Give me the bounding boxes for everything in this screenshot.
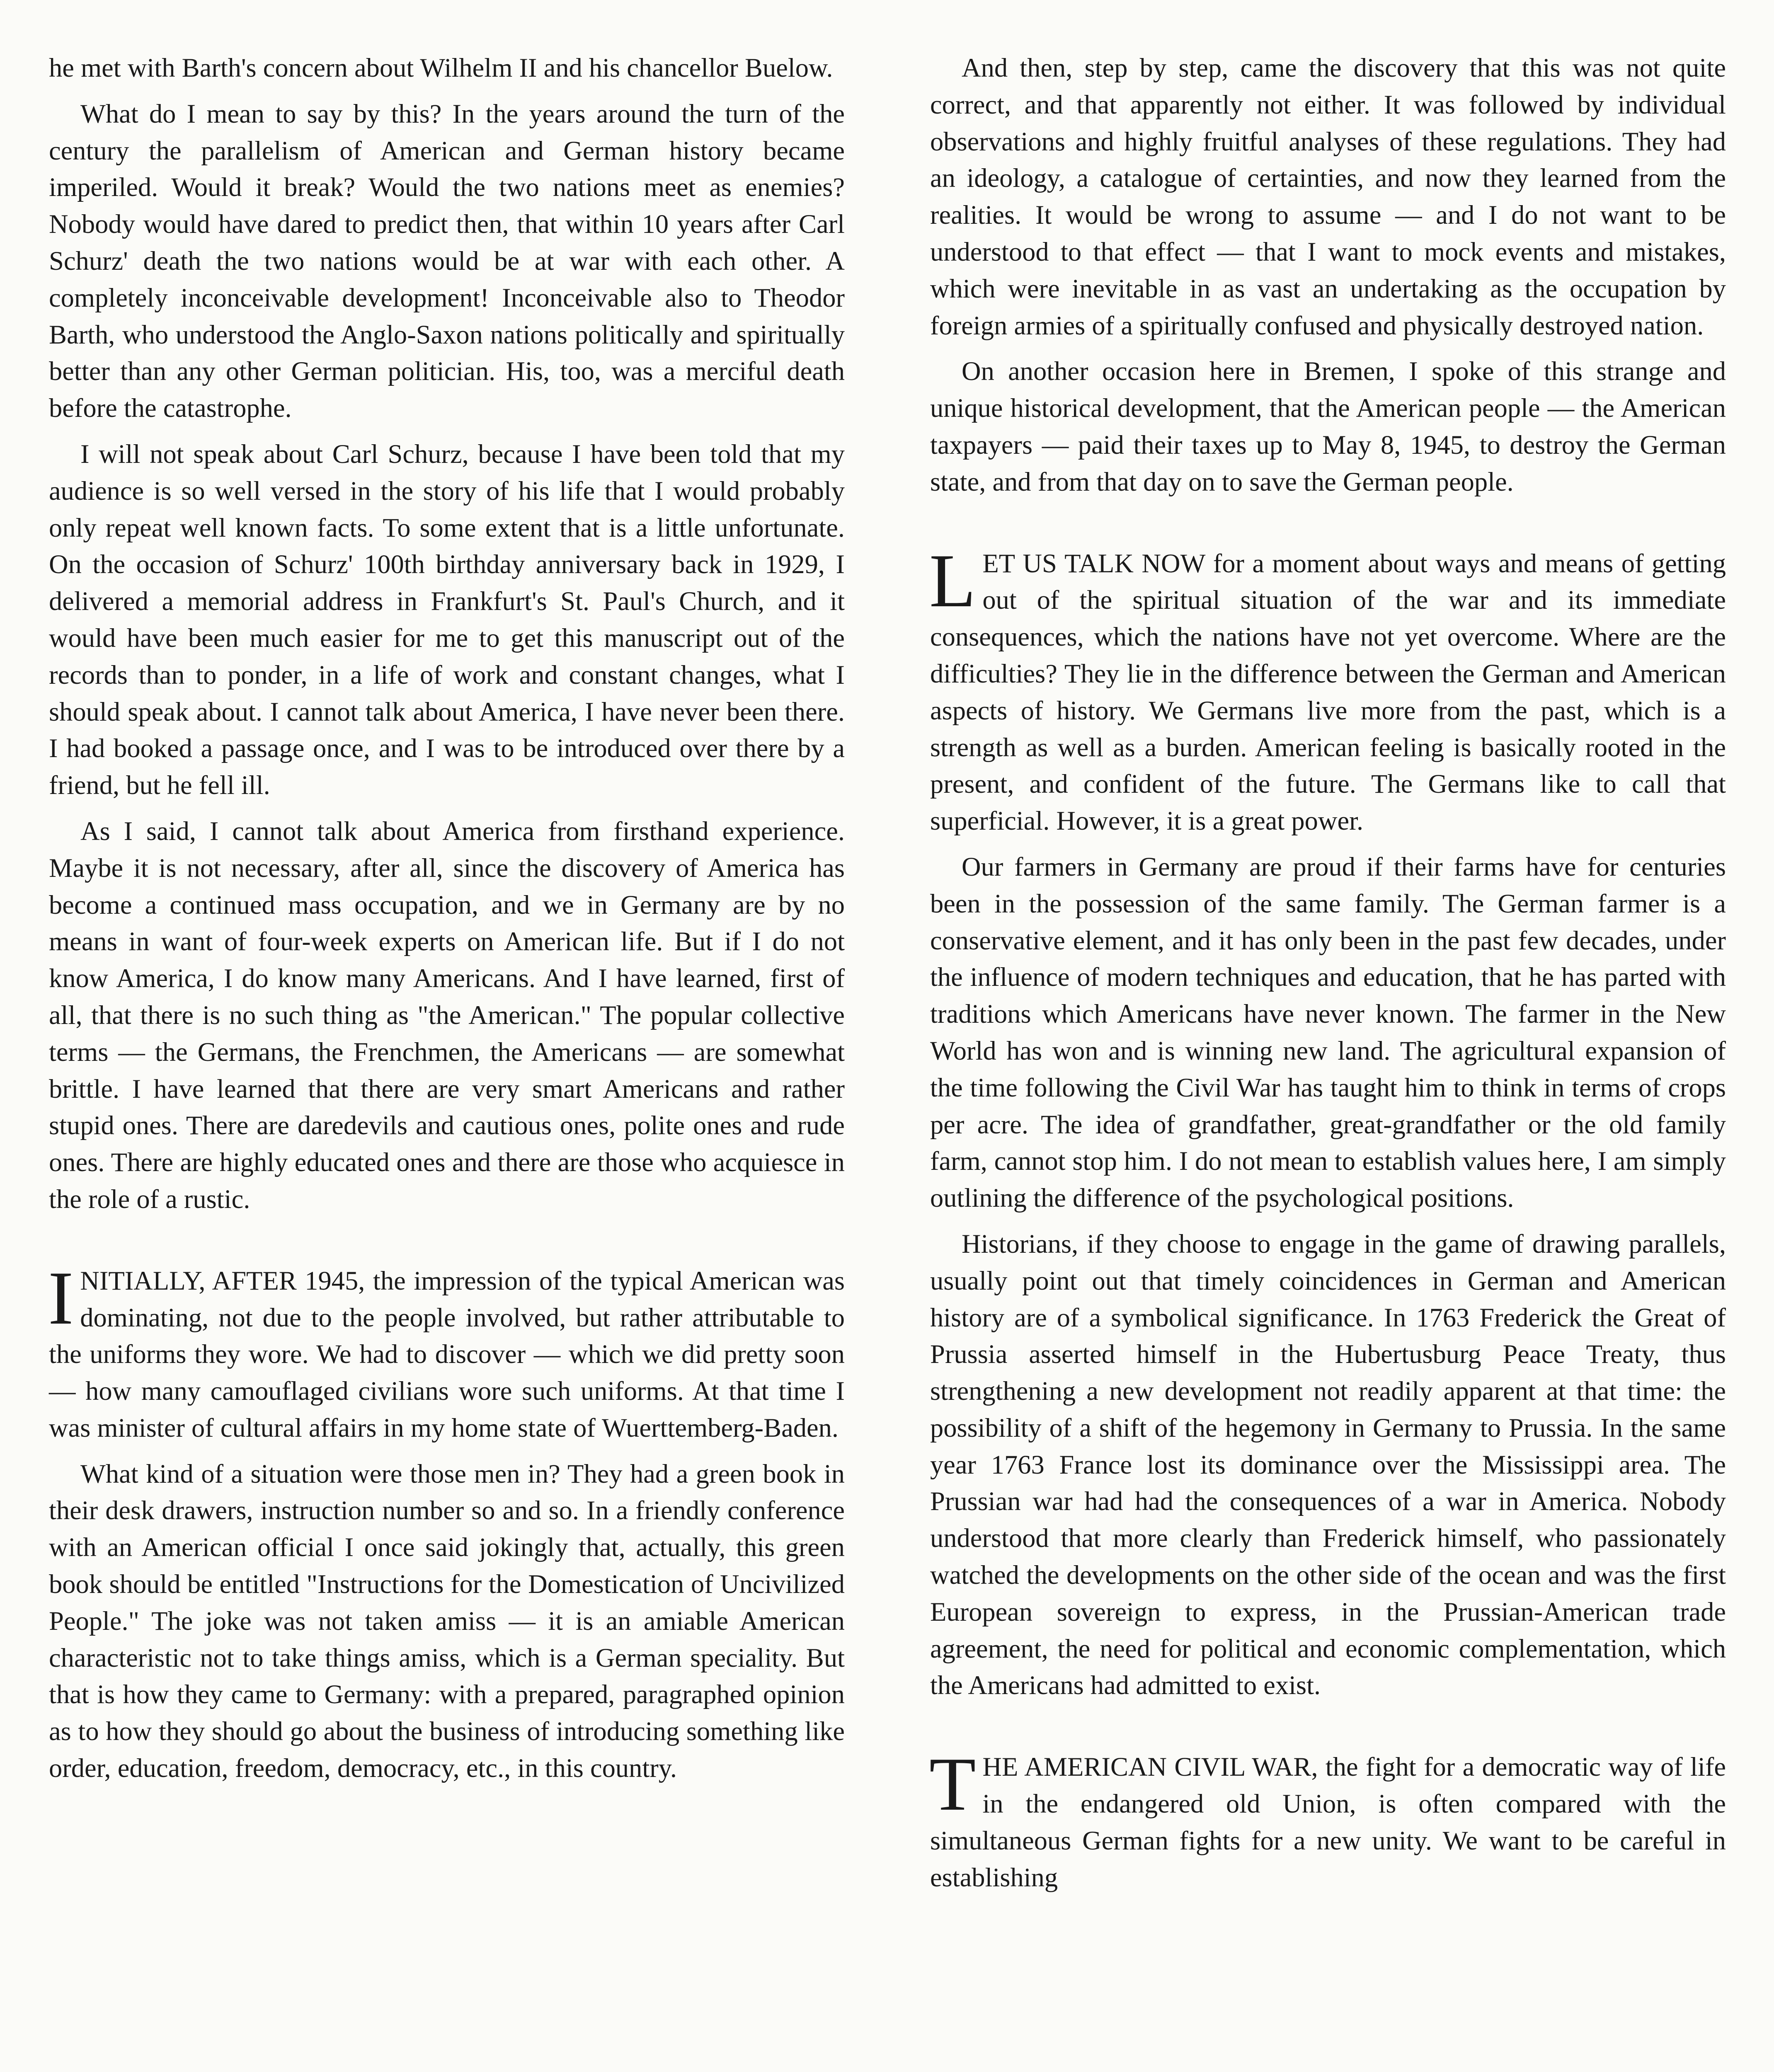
- paragraph: What do I mean to say by this? In the years around the turn of the century the parallelism of American and German history became imperiled. Would it break? Would the two nations meet as enemies? Nobody would have dared to predict then, that within 10 years after Carl Schurz' death the two nations would be at war with each other. A completely inconceivable development! Inconceivable also to Theodor Barth, who understood the Anglo-Saxon nations politically and spiritually better than any other German politician. His, too, was a merciful death before the catastrophe.: [49, 99, 845, 423]
- paragraph: On another occasion here in Bremen, I spoke of this strange and unique historical development, that the American people — the American taxpayers — paid their taxes up to May 8, 1945, to destroy the German state, and from that day on to save the German people.: [930, 356, 1726, 496]
- drop-cap: I: [48, 1255, 74, 1340]
- paragraph: What kind of a situation were those men in? They had a green book in their desk drawers, instruction number so and so. In a friendly conference with an American official I once said jokingly that, actually, this green book should be entitled "Instructions for the Domestication of Uncivilized People." The joke was not taken amiss — it is an amiable American characteristic not to take things amiss, which is a German speciality. But that is how they came to Germany: with a prepared, paragraphed opinion as to how they should go about the business of introducing something like order, education, freedom, democracy, etc., in this country.: [49, 1459, 845, 1783]
- lead-in: HE AMERICAN CIVIL WAR,: [982, 1752, 1318, 1782]
- right-column: [930, 50, 1726, 1896]
- paragraph: I will not speak about Carl Schurz, because I have been told that my audience is so well versed in the story of his life that I would probably only repeat well known facts. To some extent that is a little unfortunate. On the occasion of Schurz' 100th birthday anniversary back in 1929, I delivered a memorial address in Frankfurt's St. Paul's Church, and it would have been much easier for me to get this manuscript out of the records than to ponder, in a life of work and constant changes, what I should speak about. I cannot talk about America, I have never been there. I had booked a passage once, and I was to be introduced over there by a friend, but he fell ill.: [49, 439, 845, 800]
- lead-in: NITIALLY, AFTER 1945,: [80, 1266, 365, 1295]
- section-text: the impression of the typical American was dominating, not due to the people involved, but rather attributable to the uniforms they wore. We had to discover — which we did pretty soon — how many camouflaged civilians wore such uniforms. At that time I was minister of cultural affairs in my home state of Wuerttemberg-Baden.: [49, 1266, 845, 1443]
- left-column: [49, 50, 845, 1787]
- paragraph: Historians, if they choose to engage in the game of drawing parallels, usually point out that timely coincidences in German and American history are of a symbolical significance. In 1763 Frederick the Great of Prussia asserted himself in the Hubertusburg Peace Treaty, thus strengthening a new development not readily apparent at that time: the possibility of a shift of the hegemony in Germany to Prussia. In the same year 1763 France lost its dominance over the Mississippi area. The Prussian war had had the consequences of a war in America. Nobody understood that more clearly than Frederick himself, who passionately watched the developments on the other side of the ocean and was the first European sovereign to express, in the Prussian-American trade agreement, the need for political and economic complementation, which the Americans had admitted to exist.: [930, 1229, 1726, 1700]
- section-text: the fight for a democratic way of life in the endangered old Union, is often compared with the simultaneous German fights for a new unity. We want to be careful in establishing: [930, 1752, 1726, 1892]
- drop-cap: T: [929, 1742, 976, 1827]
- paragraph: As I said, I cannot talk about America from firsthand experience. Maybe it is not necessary, after all, since the discovery of America has become a continued mass occupation, and we in Germany are by no means in want of four-week experts on American life. But if I do not know America, I do know many Americans. And I have learned, first of all, that there is no such thing as "the American." The popular collective terms — the Germans, the Frenchmen, the Americans — are somewhat brittle. I have learned that there are very smart Americans and rather stupid ones. There are daredevils and cautious ones, polite ones and rude ones. There are highly educated ones and there are those who acquiesce in the role of a rustic.: [49, 816, 845, 1214]
- drop-cap: L: [929, 538, 976, 623]
- section-initially: [48, 1255, 845, 1447]
- section-civil-war: [929, 1742, 1726, 1896]
- paragraph: And then, step by step, came the discovery that this was not quite correct, and that apparently not either. It was followed by individual observations and highly fruitful analyses of these regulations. They had an ideology, a catalogue of certainties, and now they learned from the realities. It would be wrong to assume — and I do not want to be understood to that effect — that I want to mock events and mistakes, which were inevitable in as vast an undertaking as the occupation by foreign armies of a spiritually confused and physically destroyed nation.: [930, 53, 1726, 340]
- section-lets-talk: [929, 538, 1726, 840]
- paragraph: he met with Barth's concern about Wilhelm II and his chancellor Buelow.: [49, 53, 833, 82]
- section-text: for a moment about ways and means of getting out of the spiritual situation of the war and its immediate consequences, which the nations have not yet overcome. Where are the difficulties? They lie in the difference between the German and American aspects of history. We Germans live more from the past, which is a strength as well as a burden. American feeling is basically rooted in the present, and confident of the future. The Germans like to call that superficial. However, it is a great power.: [930, 548, 1726, 836]
- lead-in: ET US TALK NOW: [982, 548, 1205, 578]
- paragraph: Our farmers in Germany are proud if their farms have for centuries been in the possession of the same family. The German farmer is a conservative element, and it has only been in the past few decades, under the influence of modern techniques and education, that he has parted with traditions which Americans have never known. The farmer in the New World has won and is winning new land. The agricultural expansion of the time following the Civil War has taught him to think in terms of crops per acre. The idea of grandfather, great-grandfather or the old family farm, cannot stop him. I do not mean to establish values here, I am simply outlining the difference of the psychological positions.: [930, 852, 1726, 1213]
